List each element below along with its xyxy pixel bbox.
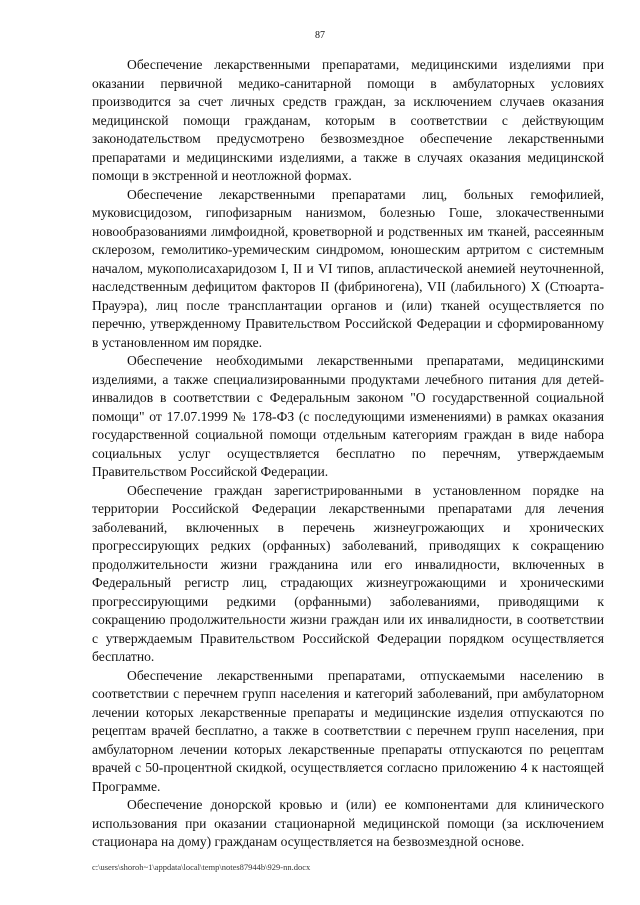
footer-file-path: c:\users\shoroh~1\appdata\local\temp\notes87944b\929-nn.docx xyxy=(92,862,311,872)
paragraph-orphan-diseases: Обеспечение граждан зарегистрированными в установленном порядке на территории Российской Федерации лекарственными препаратами для лечения заболеваний, включенных в перечень жизнеугрожающих и хронических прогрессирующих редких (орфанных) заболеваний, приводящих к сокращению продолжительности жизни гражданина или его инвалидности, включенных в Федеральный регистр лиц, страдающих жизнеугрожающими и хроническими прогрессирующими редкими (орфанными) заболеваниями, приводящими к сокращению продолжительности жизни граждан или их инвалидности, в соответствии с утверждаемым Правительством Российской Федерации порядком осуществляется бесплатно. xyxy=(92,482,604,664)
paragraph-drug-provision-outpatient: Обеспечение лекарственными препаратами, медицинскими изделиями при оказании первичной медико-санитарной помощи в амбулаторных условиях производится за счет личных средств граждан, за исключением случаев оказания медицинской помощи гражданам, которым в соответствии с действующим законодательством предусмотрено безвозмездное обеспечение лекарственными препаратами и медицинскими изделиями, а также в случаях оказания медицинской помощи в экстренной и неотложной формах. xyxy=(92,57,604,183)
document-body xyxy=(92,56,604,852)
paragraph-disabled-children-provision: Обеспечение необходимыми лекарственными препаратами, медицинскими изделиями, а также специализированными продуктами лечебного питания для детей-инвалидов в соответствии с Федеральным законом "О государственной социальной помощи" от 17.07.1999 № 178-ФЗ (с последующими изменениями) в рамках оказания государственной социальной помощи отдельным категориям граждан в виде набора социальных услуг осуществляется бесплатно по перечням, утверждаемым Правительством Российской Федерации. xyxy=(92,353,604,479)
paragraph-high-cost-nosologies: Обеспечение лекарственными препаратами лиц, больных гемофилией, муковисцидозом, гипофизарным нанизмом, болезнью Гоше, злокачественными новообразованиями лимфоидной, кроветворной и родственных им тканей, рассеянным склерозом, гемолитико-уремическим синдромом, юношеским артритом с системным началом, мукополисахаридозом I, II и VI типов, апластической анемией неуточненной, наследственным дефицитом факторов II (фибриногена), VII (лабильного) X (Стюарта-Прауэра), лиц после трансплантации органов и (или) тканей осуществляется по перечню, утвержденному Правительством Российской Федерации и сформированному в установленном им порядке. xyxy=(92,186,604,350)
paragraph-prescription-discounts: Обеспечение лекарственными препаратами, отпускаемыми населению в соответствии с перечнем групп населения и категорий заболеваний, при амбулаторном лечении которых лекарственные препараты и медицинские изделия отпускаются по рецептам врачей бесплатно, а также в соответствии с перечнем групп населения, при амбулаторном лечении которых лекарственные препараты отпускаются по рецептам врачей с 50-процентной скидкой, осуществляется согласно приложению 4 к настоящей Программе. xyxy=(92,667,604,794)
paragraph-donor-blood: Обеспечение донорской кровью и (или) ее компонентами для клинического использования при оказании стационарной медицинской помощи (за исключением стационара на дому) гражданам осуществляется на безвозмездной основе. xyxy=(92,797,604,849)
page-number: 87 xyxy=(315,30,325,41)
